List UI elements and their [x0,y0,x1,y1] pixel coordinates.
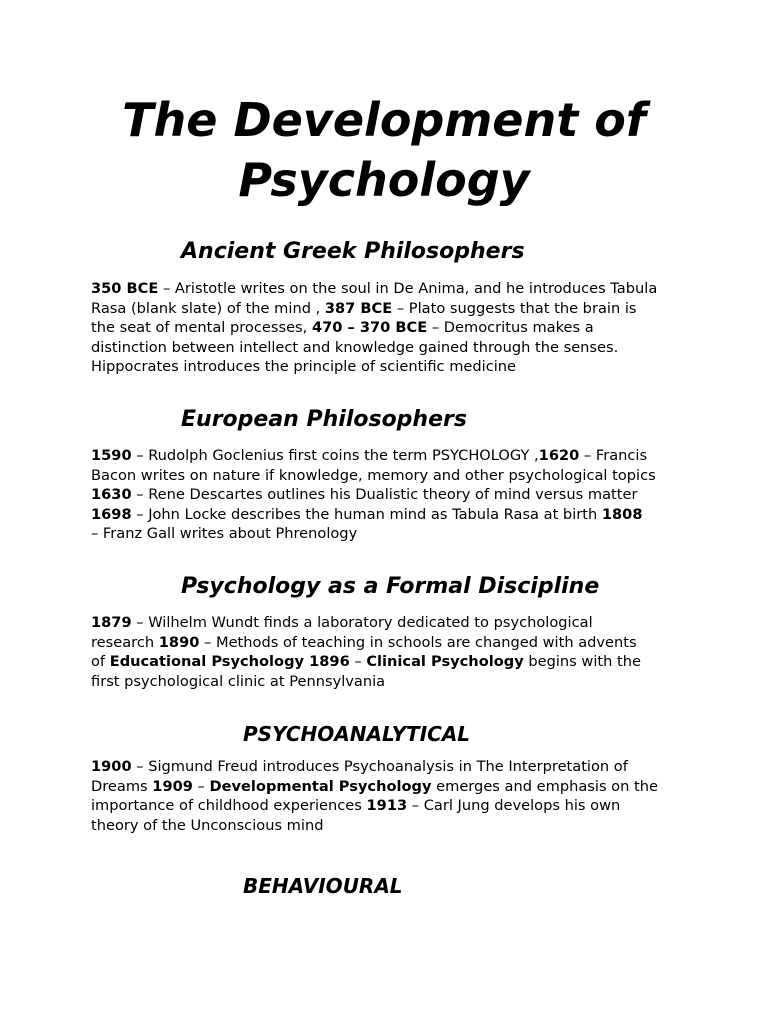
section-heading-european: European Philosophers [181,407,467,432]
section-heading-behavioural: BEHAVIOURAL [243,874,403,898]
bold-text-run: 1900 [91,758,132,775]
text-line [91,338,691,358]
text-run: – Sigmund Freud introduces Psychoanalysis in The Interpretation of [131,758,628,775]
section-heading-formal-discipline: Psychology as a Formal Discipline [181,574,600,599]
bold-text-run: 1913 [366,797,408,815]
text-run: – Democritus makes a [427,319,594,337]
text-line [91,466,691,486]
bold-text-run: 1590 [91,447,132,464]
text-run: Hippocrates introduces the principle of scientific medicine [91,358,517,376]
text-line [91,816,691,836]
text-run: – [192,777,210,795]
text-line [91,777,691,797]
text-run: of [91,653,110,671]
text-line [91,796,691,816]
text-line [91,299,691,319]
text-line [91,524,691,544]
text-run: begins with the [523,653,641,671]
text-run: first psychological clinic at Pennsylvania [91,672,386,690]
bold-text-run: Educational Psychology 1896 [109,653,350,671]
text-run: importance of childhood experiences [91,797,367,815]
section-heading-psychoanalytical: PSYCHOANALYTICAL [243,722,471,746]
bold-text-run: Clinical Psychology [366,653,524,671]
text-line [91,318,691,338]
bold-text-run: 1698 [91,505,132,523]
text-line [91,613,691,633]
section-body-psychoanalytical [91,757,691,835]
text-run: – Carl Jung develops his own [407,797,621,815]
text-run: – John Locke describes the human mind as Tabula Rasa at birth [131,505,602,523]
text-run: – Wilhelm Wundt finds a laboratory dedicated to psychological [131,614,593,631]
text-run: Dreams [91,777,153,795]
bold-text-run: 1630 [91,486,132,504]
text-line [91,505,691,525]
text-run: – Rene Descartes outlines his Dualistic theory of mind versus matter [131,486,638,504]
text-run: – Plato suggests that the brain is [392,299,637,317]
text-run: emerges and emphasis on the [431,777,658,795]
text-line [91,652,691,672]
text-line [91,633,691,653]
text-line [91,279,691,299]
text-run: Rasa (blank slate) of the mind , [91,299,325,317]
text-run: – Aristotle writes on the soul in De Anima, and he introduces Tabula [158,280,658,297]
bold-text-run: 1909 [152,777,193,795]
text-run: – Methods of teaching in schools are changed with advents [199,633,637,651]
text-run: distinction between intellect and knowledge gained through the senses. [91,338,619,356]
title-line-2: Psychology [238,153,530,207]
title-line-1: The Development of [122,93,646,147]
bold-text-run: Developmental Psychology [209,777,432,795]
text-run: research [91,633,159,651]
bold-text-run: 1890 [158,633,200,651]
bold-text-run: 470 – 370 BCE [311,319,428,337]
text-run: the seat of mental processes, [91,319,312,337]
text-run: – Franz Gall writes about Phrenology [91,525,358,543]
text-line [91,485,691,505]
section-body-formal-discipline [91,613,691,691]
text-line [91,357,691,377]
text-run: theory of the Unconscious mind [91,816,324,834]
text-run: – Francis [579,447,648,464]
section-body-european [91,446,691,544]
text-line [91,757,691,777]
text-line [91,446,691,466]
bold-text-run: 350 BCE [91,280,159,297]
text-run: – Rudolph Goclenius first coins the term PSYCHOLOGY , [131,447,539,464]
bold-text-run: 387 BCE [324,299,393,317]
text-run: – [349,653,367,671]
section-body-ancient-greek [91,279,691,377]
document-title [0,90,768,210]
bold-text-run: 1808 [601,505,643,523]
text-line [91,672,691,692]
section-heading-ancient-greek: Ancient Greek Philosophers [181,239,525,264]
bold-text-run: 1879 [91,614,132,631]
text-run: Bacon writes on nature if knowledge, memory and other psychological topics [91,466,656,484]
bold-text-run: 1620 [538,447,580,464]
